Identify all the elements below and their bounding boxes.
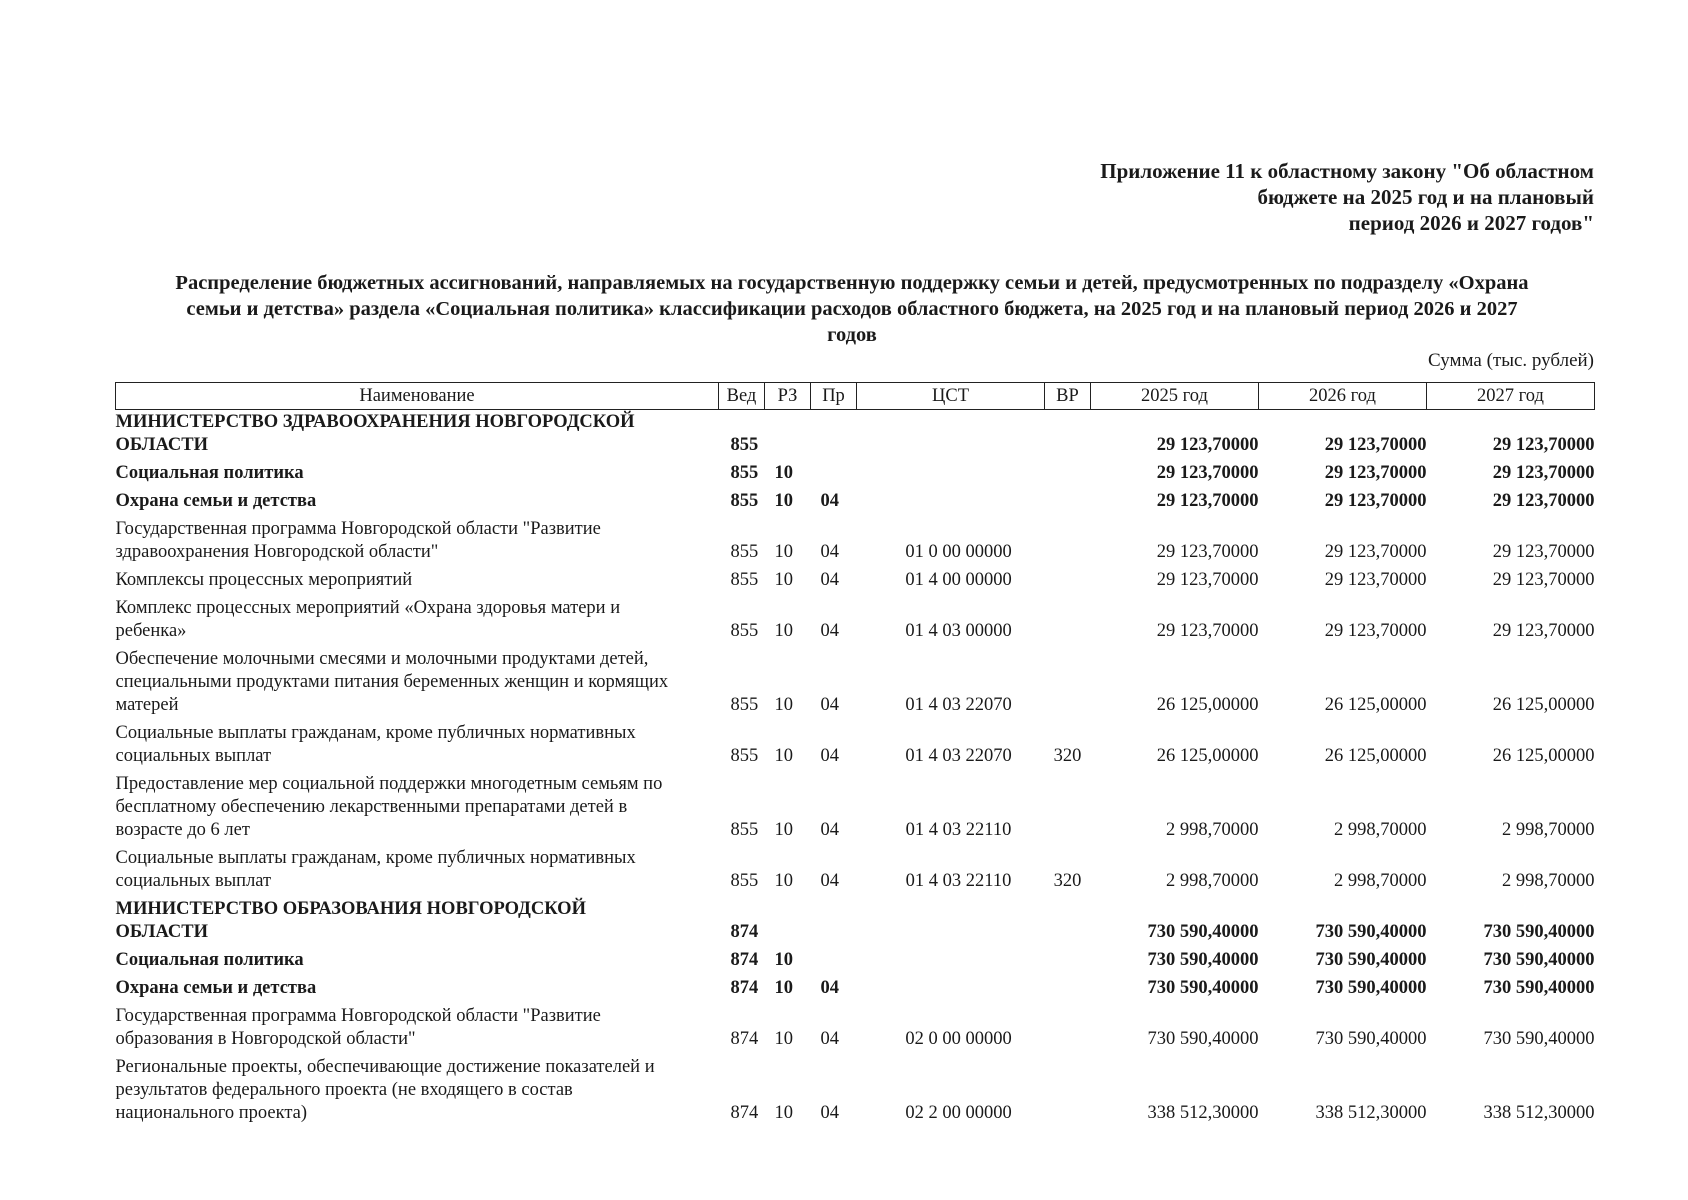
cell-y2025: 338 512,30000 [1147, 1103, 1259, 1123]
cell-y2027: 29 123,70000 [1492, 542, 1595, 562]
cell-name-line: Социальная политика [115, 950, 304, 970]
cell-name-line: национального проекта) [115, 1103, 308, 1123]
cell-cst: 01 4 03 00000 [905, 621, 1012, 641]
cell-y2026: 730 590,40000 [1315, 1029, 1427, 1049]
cell-name-line: Социальная политика [115, 463, 304, 483]
cell-rz: 10 [774, 463, 793, 483]
cell-ved: 874 [730, 922, 759, 942]
table-header-row [116, 383, 1595, 410]
table-row [116, 1055, 1595, 1129]
appendix-line: период 2026 и 2027 годов" [1348, 211, 1594, 235]
cell-name-line: ОБЛАСТИ [115, 435, 208, 455]
cell-name-line: Социальные выплаты гражданам, кроме публичных нормативных [115, 723, 636, 743]
cell-y2025: 730 590,40000 [1147, 978, 1259, 998]
cell-name-line: Социальные выплаты гражданам, кроме публичных нормативных [115, 848, 636, 868]
table-row [116, 461, 1595, 489]
cell-y2027: 338 512,30000 [1483, 1103, 1595, 1123]
cell-y2025: 730 590,40000 [1147, 1029, 1259, 1049]
cell-y2025: 29 123,70000 [1156, 435, 1259, 455]
cell-y2025: 29 123,70000 [1156, 621, 1259, 641]
cell-ved: 874 [730, 978, 759, 998]
cell-pr: 04 [820, 542, 839, 562]
cell-vr [1045, 568, 1091, 596]
cell-cst: 01 0 00 00000 [905, 542, 1012, 562]
cell-y2026: 29 123,70000 [1324, 435, 1427, 455]
cell-pr: 04 [820, 570, 839, 590]
cell-name-line: результатов федерального проекта (не входящего в состав [115, 1080, 573, 1100]
table-row [116, 647, 1595, 721]
cell-y2027: 730 590,40000 [1483, 950, 1595, 970]
title-line: семьи и детства» раздела «Социальная политика» классификации расходов областного бюджета, на 2025 год и на плановый период 2026 и 2027 [186, 298, 1518, 320]
cell-y2027: 26 125,00000 [1492, 746, 1595, 766]
cell-cst [857, 410, 1045, 462]
cell-rz: 10 [774, 746, 793, 766]
cell-y2025: 29 123,70000 [1156, 570, 1259, 590]
cell-name-line: бесплатному обеспечению лекарственными препаратами детей в [115, 797, 628, 817]
cell-ved: 874 [730, 1029, 759, 1049]
cell-rz: 10 [774, 621, 793, 641]
cell-y2027: 2 998,70000 [1502, 820, 1595, 840]
cell-y2027: 29 123,70000 [1492, 435, 1595, 455]
cell-y2026: 26 125,00000 [1324, 695, 1427, 715]
cell-cst: 01 4 03 22110 [905, 820, 1012, 840]
table-row [116, 721, 1595, 772]
cell-rz: 10 [774, 570, 793, 590]
document-title [110, 270, 1594, 348]
title-line: Распределение бюджетных ассигнований, направляемых на государственную поддержку семьи и детей, предусмотренных по подразделу «Охрана [175, 272, 1529, 294]
table-row [116, 517, 1595, 568]
cell-pr: 04 [820, 978, 839, 998]
cell-y2025: 2 998,70000 [1166, 820, 1259, 840]
cell-y2025: 29 123,70000 [1156, 491, 1259, 511]
cell-pr: 04 [820, 491, 839, 511]
cell-rz: 10 [774, 978, 793, 998]
header-2025: 2025 год [1091, 383, 1259, 410]
table-row [116, 489, 1595, 517]
cell-name [116, 721, 719, 772]
cell-name-line: возрасте до 6 лет [115, 820, 250, 840]
cell-rz: 10 [774, 950, 793, 970]
cell-vr [1045, 596, 1091, 647]
cell-cst [857, 489, 1045, 517]
cell-vr [1045, 517, 1091, 568]
cell-vr: 320 [1053, 746, 1082, 766]
cell-y2025: 730 590,40000 [1147, 922, 1259, 942]
cell-name-line: ребенка» [115, 621, 187, 641]
cell-vr [1045, 410, 1091, 462]
header-ved: Вед [719, 383, 765, 410]
cell-rz: 10 [774, 695, 793, 715]
cell-vr: 320 [1053, 871, 1082, 891]
header-name: Наименование [116, 383, 719, 410]
cell-rz: 10 [774, 491, 793, 511]
table-row [116, 772, 1595, 846]
cell-ved: 874 [730, 1103, 759, 1123]
cell-ved: 855 [730, 491, 759, 511]
cell-name-line: Предоставление мер социальной поддержки многодетным семьям по [115, 774, 663, 794]
cell-y2027: 29 123,70000 [1492, 491, 1595, 511]
cell-y2026: 29 123,70000 [1324, 621, 1427, 641]
cell-name [116, 976, 719, 1004]
header-rz: РЗ [765, 383, 811, 410]
cell-pr: 04 [820, 695, 839, 715]
cell-name-line: специальными продуктами питания беременных женщин и кормящих [115, 672, 669, 692]
cell-y2026: 26 125,00000 [1324, 746, 1427, 766]
cell-name-line: МИНИСТЕРСТВО ОБРАЗОВАНИЯ НОВГОРОДСКОЙ [115, 899, 586, 919]
cell-vr [1045, 461, 1091, 489]
cell-name [116, 647, 719, 721]
appendix-line: бюджете на 2025 год и на плановый [1257, 185, 1594, 209]
header-2027: 2027 год [1427, 383, 1595, 410]
cell-cst [857, 948, 1045, 976]
cell-name-line: Комплекс процессных мероприятий «Охрана здоровья матери и [115, 598, 621, 618]
cell-y2027: 26 125,00000 [1492, 695, 1595, 715]
cell-pr: 04 [820, 820, 839, 840]
cell-y2025: 730 590,40000 [1147, 950, 1259, 970]
cell-ved: 855 [730, 542, 759, 562]
cell-cst: 01 4 03 22070 [905, 746, 1012, 766]
cell-name-line: Государственная программа Новгородской области "Развитие [115, 519, 601, 539]
cell-y2025: 26 125,00000 [1156, 695, 1259, 715]
cell-pr [811, 461, 857, 489]
cell-y2026: 730 590,40000 [1315, 922, 1427, 942]
header-cst: ЦСТ [857, 383, 1045, 410]
cell-name [116, 489, 719, 517]
cell-name-line: Охрана семьи и детства [115, 978, 317, 998]
cell-name [116, 568, 719, 596]
cell-name [116, 1004, 719, 1055]
budget-table-container [115, 382, 1594, 1129]
cell-pr: 04 [820, 1029, 839, 1049]
cell-name [116, 461, 719, 489]
cell-cst [857, 897, 1045, 948]
budget-table [115, 382, 1595, 1129]
cell-y2027: 2 998,70000 [1502, 871, 1595, 891]
cell-y2025: 2 998,70000 [1166, 871, 1259, 891]
cell-y2026: 730 590,40000 [1315, 978, 1427, 998]
cell-y2026: 730 590,40000 [1315, 950, 1427, 970]
cell-cst: 02 0 00 00000 [905, 1029, 1012, 1049]
cell-name-line: Региональные проекты, обеспечивающие достижение показателей и [115, 1057, 655, 1077]
units-label: Сумма (тыс. рублей) [1428, 350, 1594, 371]
cell-pr [811, 948, 857, 976]
cell-name-line: социальных выплат [115, 871, 272, 891]
cell-y2027: 29 123,70000 [1492, 463, 1595, 483]
table-body [116, 410, 1595, 1130]
cell-vr [1045, 772, 1091, 846]
cell-name-line: здравоохранения Новгородской области" [115, 542, 439, 562]
cell-rz [765, 897, 811, 948]
cell-cst [857, 976, 1045, 1004]
table-row [116, 410, 1595, 462]
cell-y2025: 29 123,70000 [1156, 463, 1259, 483]
cell-cst: 02 2 00 00000 [905, 1103, 1012, 1123]
title-line: годов [827, 324, 877, 346]
table-row [116, 568, 1595, 596]
cell-y2026: 2 998,70000 [1334, 871, 1427, 891]
cell-y2026: 29 123,70000 [1324, 463, 1427, 483]
cell-name-line: Охрана семьи и детства [115, 491, 317, 511]
cell-name-line: социальных выплат [115, 746, 272, 766]
cell-name-line: Комплексы процессных мероприятий [115, 570, 413, 590]
cell-name-line: МИНИСТЕРСТВО ЗДРАВООХРАНЕНИЯ НОВГОРОДСКОЙ [115, 412, 635, 432]
cell-ved: 855 [730, 695, 759, 715]
table-row [116, 948, 1595, 976]
appendix-note [1034, 158, 1594, 236]
cell-y2026: 29 123,70000 [1324, 570, 1427, 590]
cell-name-line: Государственная программа Новгородской области "Развитие [115, 1006, 601, 1026]
cell-name [116, 897, 719, 948]
cell-ved: 855 [730, 435, 759, 455]
cell-y2027: 29 123,70000 [1492, 621, 1595, 641]
cell-rz: 10 [774, 1103, 793, 1123]
cell-name [116, 517, 719, 568]
cell-y2025: 29 123,70000 [1156, 542, 1259, 562]
cell-vr [1045, 948, 1091, 976]
cell-name [116, 596, 719, 647]
cell-ved: 855 [730, 820, 759, 840]
cell-y2026: 338 512,30000 [1315, 1103, 1427, 1123]
cell-name-line: образования в Новгородской области" [115, 1029, 416, 1049]
cell-ved: 855 [730, 746, 759, 766]
cell-vr [1045, 489, 1091, 517]
cell-name [116, 846, 719, 897]
cell-pr: 04 [820, 746, 839, 766]
cell-rz [765, 410, 811, 462]
cell-rz: 10 [774, 871, 793, 891]
cell-name [116, 948, 719, 976]
cell-cst: 01 4 00 00000 [905, 570, 1012, 590]
cell-name-line: матерей [115, 695, 179, 715]
cell-vr [1045, 897, 1091, 948]
cell-name-line: ОБЛАСТИ [115, 922, 208, 942]
appendix-line: Приложение 11 к областному закону "Об областном [1100, 159, 1594, 183]
cell-pr: 04 [820, 621, 839, 641]
cell-ved: 874 [730, 950, 759, 970]
cell-y2027: 29 123,70000 [1492, 570, 1595, 590]
cell-pr: 04 [820, 871, 839, 891]
table-row [116, 976, 1595, 1004]
cell-vr [1045, 1055, 1091, 1129]
cell-name-line: Обеспечение молочными смесями и молочными продуктами детей, [115, 649, 649, 669]
cell-y2027: 730 590,40000 [1483, 922, 1595, 942]
header-2026: 2026 год [1259, 383, 1427, 410]
cell-ved: 855 [730, 621, 759, 641]
cell-pr: 04 [820, 1103, 839, 1123]
header-vr: ВР [1045, 383, 1091, 410]
cell-pr [811, 897, 857, 948]
cell-cst: 01 4 03 22110 [905, 871, 1012, 891]
cell-vr [1045, 647, 1091, 721]
cell-ved: 855 [730, 463, 759, 483]
cell-y2026: 29 123,70000 [1324, 542, 1427, 562]
cell-y2026: 29 123,70000 [1324, 491, 1427, 511]
table-row [116, 596, 1595, 647]
cell-rz: 10 [774, 820, 793, 840]
cell-rz: 10 [774, 542, 793, 562]
cell-name [116, 772, 719, 846]
cell-y2027: 730 590,40000 [1483, 978, 1595, 998]
cell-vr [1045, 1004, 1091, 1055]
cell-rz: 10 [774, 1029, 793, 1049]
table-row [116, 1004, 1595, 1055]
header-pr: Пр [811, 383, 857, 410]
cell-ved: 855 [730, 570, 759, 590]
cell-vr [1045, 976, 1091, 1004]
cell-cst: 01 4 03 22070 [905, 695, 1012, 715]
cell-ved: 855 [730, 871, 759, 891]
table-row [116, 897, 1595, 948]
cell-name [116, 1055, 719, 1129]
cell-y2027: 730 590,40000 [1483, 1029, 1595, 1049]
table-row [116, 846, 1595, 897]
cell-y2026: 2 998,70000 [1334, 820, 1427, 840]
cell-name [116, 410, 719, 462]
cell-pr [811, 410, 857, 462]
cell-y2025: 26 125,00000 [1156, 746, 1259, 766]
cell-cst [857, 461, 1045, 489]
